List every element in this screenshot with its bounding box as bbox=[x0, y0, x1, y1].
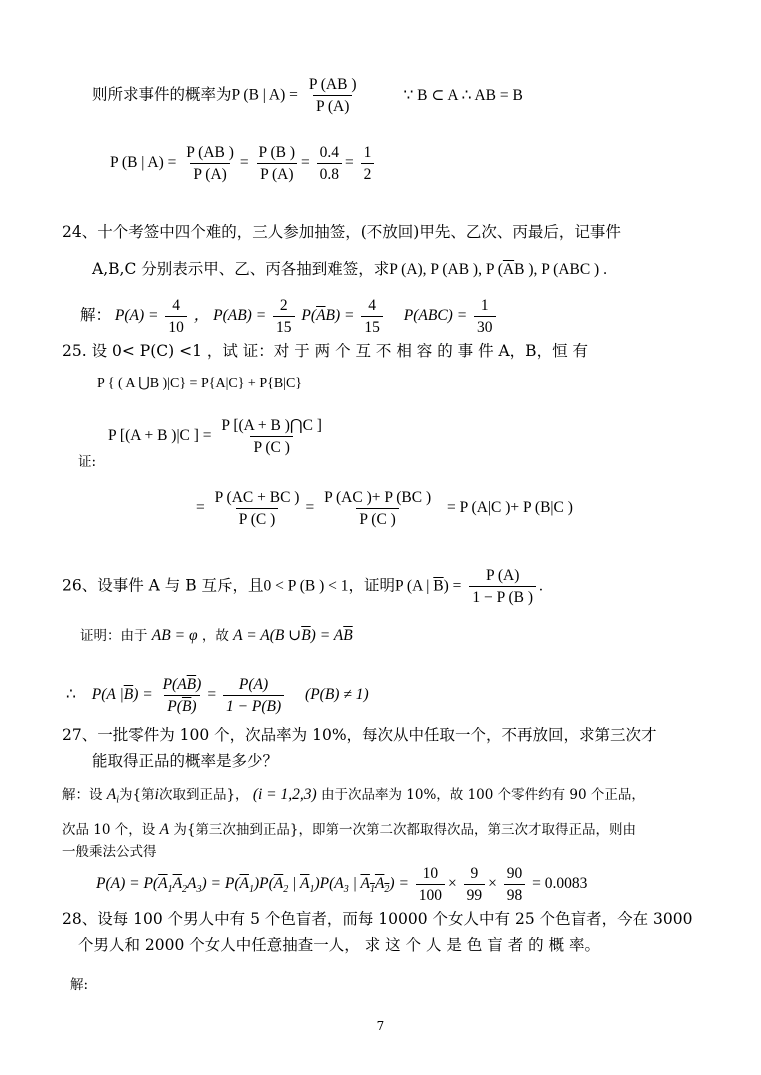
numerator: P (AB ) bbox=[308, 76, 357, 93]
solution-27-line2 bbox=[62, 820, 636, 840]
solution-label: 解： bbox=[80, 306, 112, 325]
text: 则所求事件的概率为 bbox=[92, 85, 232, 104]
math: P( bbox=[301, 307, 317, 325]
math-subscript: 2 bbox=[182, 884, 188, 896]
numerator: 1 bbox=[480, 297, 489, 314]
equals: = bbox=[301, 154, 310, 172]
proof-label: 证: bbox=[78, 454, 97, 470]
denominator: P (C ) bbox=[356, 508, 398, 529]
math-subscript: 1 bbox=[309, 884, 315, 896]
math-overline: $\overline{B}$ bbox=[343, 627, 353, 644]
fraction bbox=[474, 296, 496, 337]
math: ∵ B ⊂ A ∴ AB = B bbox=[403, 86, 523, 104]
question-28-line1: 28、设每 100 个男人中有 5 个色盲者，而每 10000 个女人中有 25 个色盲者，今在 3000 bbox=[62, 910, 693, 928]
fraction bbox=[361, 143, 375, 184]
numerator: 10 bbox=[422, 865, 439, 882]
proof-26 bbox=[80, 626, 353, 646]
numerator: 4 bbox=[368, 297, 376, 314]
math-overline: $\overline{A}$ bbox=[502, 261, 515, 278]
math: P(A) = P( bbox=[96, 875, 159, 893]
fraction bbox=[469, 566, 536, 607]
fraction bbox=[212, 488, 303, 529]
times: × bbox=[488, 875, 497, 893]
numerator: 1 bbox=[363, 144, 372, 161]
line-conditional-def bbox=[92, 75, 523, 116]
numerator: P(A) bbox=[238, 676, 269, 693]
text: 次取到正品}， bbox=[158, 787, 249, 803]
fraction bbox=[160, 675, 205, 716]
text: 26、设事件 A 与 B 互斥，且 bbox=[62, 576, 264, 595]
equals: = bbox=[305, 499, 315, 517]
math-overline: $\overline{A}$ bbox=[239, 875, 249, 893]
math: ， P(AB) = bbox=[193, 307, 267, 325]
math: | bbox=[348, 875, 361, 893]
denominator: P (C ) bbox=[250, 436, 292, 457]
math-overline: $\overline{B}$ bbox=[181, 698, 192, 715]
math: (i = 1,2,3) bbox=[252, 786, 317, 803]
solution-27-formula bbox=[96, 864, 587, 905]
numerator: 4 bbox=[172, 297, 180, 314]
question-27-line1: 27、一批零件为 100 个，次品率为 10%，每次从中任取一个，不再放回，求第三次才 bbox=[62, 726, 657, 744]
denominator: 1 − P (B ) bbox=[469, 586, 536, 607]
proof-25-line2 bbox=[196, 488, 573, 529]
solution-24 bbox=[80, 296, 499, 337]
math: A bbox=[360, 875, 370, 893]
math: A bbox=[159, 821, 170, 838]
math-subscript: 1 bbox=[249, 884, 254, 896]
denominator: 1 − P(B) bbox=[223, 695, 284, 716]
math-subscript: 1 bbox=[369, 884, 375, 896]
math-subscript: i bbox=[116, 794, 120, 806]
denominator: P (A) bbox=[313, 95, 352, 116]
math: ) bbox=[191, 698, 197, 715]
denominator: 0.8 bbox=[317, 163, 342, 184]
math: P(A) = bbox=[114, 307, 159, 325]
solution-27-line3: 一般乘法公式得 bbox=[62, 844, 157, 860]
question-26 bbox=[62, 566, 543, 607]
math: )P( bbox=[254, 875, 274, 893]
math: A bbox=[106, 786, 117, 803]
denominator: P (A) bbox=[190, 163, 229, 184]
math: P (A | bbox=[395, 577, 434, 595]
fraction bbox=[321, 488, 434, 529]
fraction bbox=[306, 75, 360, 116]
math-subscript: 2 bbox=[384, 884, 390, 896]
denominator: 15 bbox=[361, 316, 383, 337]
math: P(A bbox=[162, 676, 187, 693]
text: 证明：由于 bbox=[80, 628, 148, 644]
math: P (B | A) = bbox=[110, 154, 177, 172]
denominator bbox=[164, 695, 199, 716]
equals: = bbox=[239, 154, 249, 172]
denominator: 10 bbox=[165, 316, 187, 337]
fraction bbox=[223, 675, 284, 716]
fraction bbox=[361, 296, 383, 337]
math-overline-group bbox=[360, 875, 390, 896]
math: = 0.0083 bbox=[532, 875, 588, 893]
math-subscript: 3 bbox=[343, 884, 349, 896]
numerator: 90 bbox=[506, 865, 523, 882]
math: )P(A bbox=[314, 875, 344, 893]
math: | bbox=[288, 875, 300, 893]
denominator: 98 bbox=[504, 884, 526, 905]
denominator: 2 bbox=[361, 163, 375, 184]
numerator: P (A) bbox=[485, 567, 520, 584]
therefore-symbol: ∴ bbox=[66, 686, 76, 704]
math: A bbox=[187, 875, 197, 893]
proof-25-line1 bbox=[108, 416, 328, 457]
denominator: 30 bbox=[474, 316, 496, 337]
denominator: 100 bbox=[416, 884, 445, 905]
fraction bbox=[165, 296, 187, 337]
math: P (B | A) = bbox=[231, 86, 298, 104]
math-overline: $\overline{B}$ bbox=[186, 676, 197, 693]
numerator: 9 bbox=[470, 865, 479, 882]
equals: = bbox=[196, 499, 205, 517]
solution-28-label: 解: bbox=[70, 977, 89, 993]
math: i bbox=[154, 786, 159, 803]
question-25-line1: 25. 设 0< P(C) <1 ，试 证：对 于 两 个 互 不 相 容 的 事 件 A，B，恒 有 bbox=[62, 342, 589, 360]
fraction bbox=[416, 864, 445, 905]
times: × bbox=[448, 875, 457, 893]
denominator: P (C ) bbox=[236, 508, 278, 529]
numerator: P (AC + BC ) bbox=[214, 489, 300, 506]
math: 0 < P (B ) < 1 bbox=[263, 577, 349, 595]
line-conditional-calc bbox=[110, 143, 377, 184]
text: 为{第 bbox=[119, 787, 155, 803]
math: A = A(B ∪ bbox=[233, 627, 302, 644]
text: ，故 bbox=[201, 628, 229, 644]
math-overline: $\overline{A}$ bbox=[316, 307, 326, 325]
question-24-line2 bbox=[92, 259, 607, 280]
solution-27-line1 bbox=[62, 785, 645, 811]
math-subscript: 2 bbox=[283, 884, 289, 896]
math: P(ABC) = bbox=[403, 307, 468, 325]
math: P( bbox=[167, 698, 182, 715]
question-28-line2: 个男人和 2000 个女人中任意抽查一人， 求 这 个 人 是 色 盲 者 的 概 率。 bbox=[78, 936, 600, 954]
text: A,B,C 分别表示甲、乙、丙各抽到难签，求 bbox=[92, 260, 390, 278]
math-subscript: 3 bbox=[196, 884, 202, 896]
math: ) bbox=[196, 676, 202, 693]
math-overline: $\overline{A}$ bbox=[172, 875, 183, 893]
math: P(A | bbox=[91, 686, 124, 704]
equals: = bbox=[207, 686, 217, 704]
numerator: P (AC )+ P (BC ) bbox=[324, 489, 432, 506]
math: AB = φ bbox=[151, 627, 198, 644]
math-overline: $\overline{B}$ bbox=[123, 686, 134, 704]
math: ) = P( bbox=[201, 875, 240, 893]
text: 为{第三次抽到正品}，即第一次第二次都取得次品，第三次才取得正品，则由 bbox=[173, 822, 637, 838]
math: . bbox=[539, 577, 543, 595]
numerator: P (B ) bbox=[258, 144, 296, 161]
numerator: 0.4 bbox=[319, 144, 340, 161]
numerator bbox=[160, 675, 205, 695]
fraction bbox=[183, 143, 237, 184]
math: ) = bbox=[389, 875, 409, 893]
fraction bbox=[504, 864, 526, 905]
math-overline: $\overline{A}$ bbox=[273, 875, 284, 893]
math: (P(B) ≠ 1) bbox=[305, 686, 369, 704]
math: P [(A + B )|C ] = bbox=[108, 427, 212, 445]
text: ，证明 bbox=[348, 576, 395, 595]
fraction bbox=[218, 416, 325, 457]
denominator: P (A) bbox=[257, 163, 296, 184]
math-overline: $\overline{A}$ bbox=[300, 875, 310, 893]
proof-26-conclusion bbox=[66, 675, 369, 716]
equals: = bbox=[345, 154, 354, 172]
text: 解：设 bbox=[62, 787, 103, 803]
math: P (A), P (AB ), P ( bbox=[389, 261, 503, 278]
text: 由于次品率为 10%，故 100 个零件约有 90 个正品， bbox=[320, 787, 645, 803]
math: ) = A bbox=[310, 627, 344, 644]
math: B) = bbox=[325, 307, 355, 325]
math-overline: $\overline{A}$ bbox=[158, 875, 168, 893]
fraction bbox=[273, 296, 295, 337]
denominator: 99 bbox=[464, 884, 486, 905]
math: = P (A|C )+ P (B|C ) bbox=[447, 499, 573, 517]
math: ) = bbox=[443, 577, 462, 595]
question-24-line1: 24、十个考签中四个难的，三人参加抽签，(不放回)甲先、乙次、丙最后，记事件 bbox=[62, 223, 621, 241]
fraction bbox=[256, 143, 298, 184]
math-overline: $\overline{B}$ bbox=[433, 577, 444, 595]
numerator: P (AB ) bbox=[186, 144, 234, 161]
question-25-line2: P { ( A ⋃B )|C} = P{A|C} + P{B|C} bbox=[97, 376, 303, 391]
page-number: 7 bbox=[376, 1019, 385, 1033]
math: ) = bbox=[133, 686, 153, 704]
math-subscript: 1 bbox=[167, 884, 173, 896]
question-27-line2: 能取得正品的概率是多少？ bbox=[92, 752, 279, 770]
fraction bbox=[317, 143, 342, 184]
math: B ), P (ABC ) . bbox=[514, 261, 607, 278]
text: 次品 10 个，设 bbox=[62, 822, 156, 838]
denominator: 15 bbox=[273, 316, 295, 337]
math: A bbox=[374, 875, 385, 893]
math-overline: $\overline{B}$ bbox=[301, 627, 311, 644]
numerator: P [(A + B )⋂C ] bbox=[221, 417, 322, 434]
numerator: 2 bbox=[279, 297, 288, 314]
fraction bbox=[464, 864, 486, 905]
